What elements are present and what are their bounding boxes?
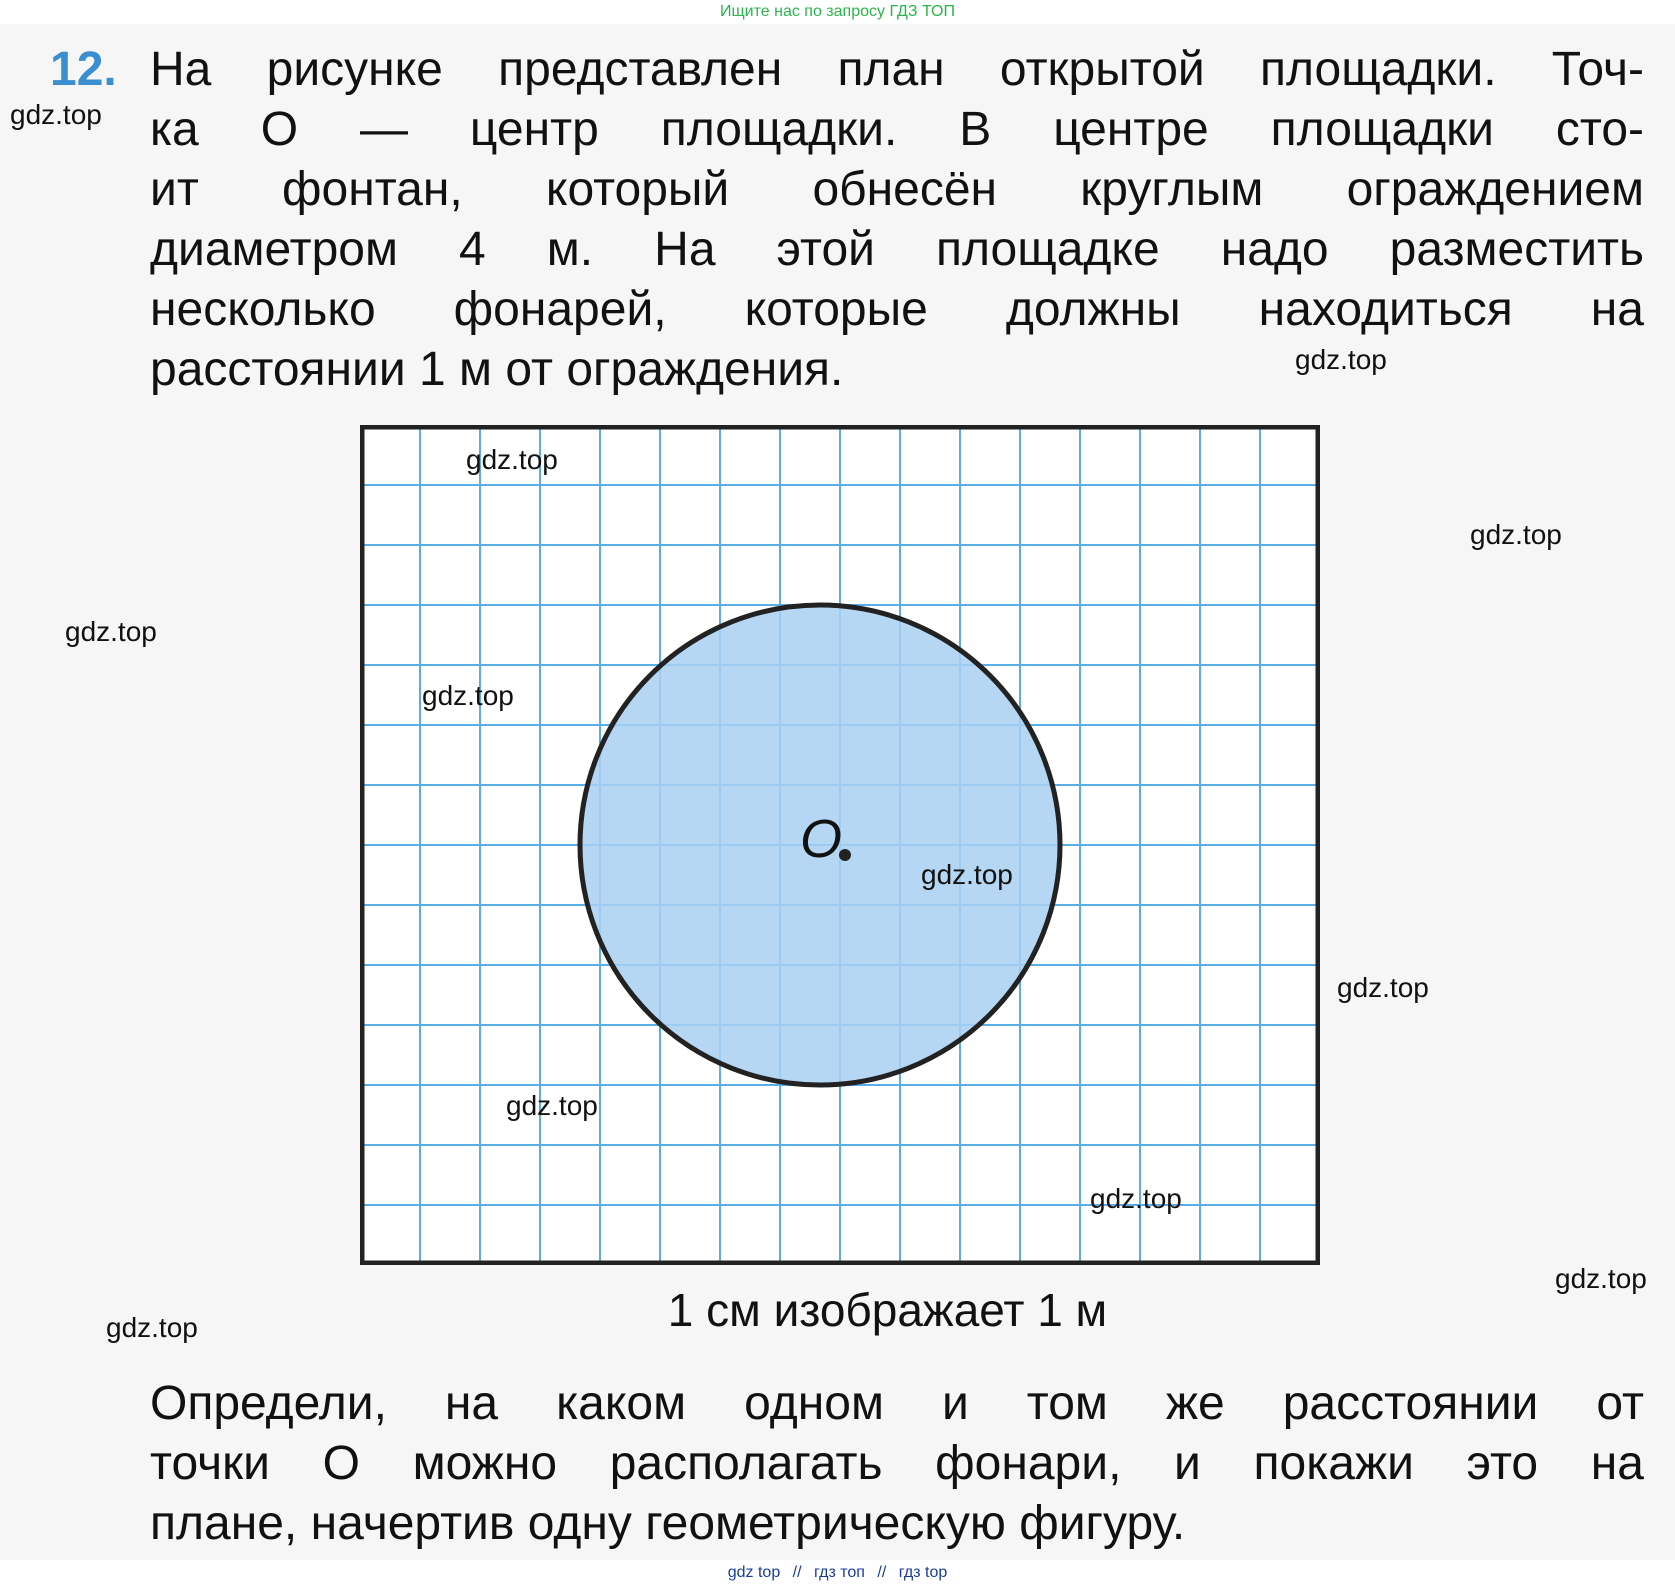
intro-line: расстоянии 1 м от ограждения. [150,343,844,396]
watermark: gdz.top [10,99,102,130]
watermark: gdz.top [1295,344,1387,375]
task-question [150,1374,1644,1554]
question-line: точки О можно располагать фонари, и покажи это на [150,1437,1644,1490]
watermark: gdz.top [1090,1183,1182,1214]
watermark: gdz.top [1337,972,1429,1003]
watermark: gdz.top [466,444,558,475]
bottom-banner [0,1560,1675,1586]
bottom-link[interactable]: gdz top [727,1564,781,1581]
center-label: O [800,809,843,869]
bottom-separator: // [877,1564,887,1581]
intro-line: несколько фонарей, которые должны находиться на [150,283,1644,336]
task-number: 12. [50,43,117,96]
watermark: gdz.top [506,1090,598,1121]
intro-line: диаметром 4 м. На этой площадке надо разместить [150,223,1644,276]
watermark: gdz.top [422,680,514,711]
watermark: gdz.top [1470,519,1562,550]
site-plan [360,425,1320,1265]
task-intro [150,40,1644,400]
watermark: gdz.top [106,1312,198,1343]
bottom-link[interactable]: гдз top [898,1564,948,1581]
watermark: gdz.top [1555,1263,1647,1294]
intro-line: На рисунке представлен план открытой площадки. Точ- [150,43,1644,96]
watermark: gdz.top [65,616,157,647]
top-banner[interactable]: Ищите нас по запросу ГДЗ ТОП [0,0,1675,24]
intro-line: ка О — центр площадки. В центре площадки сто- [150,103,1644,156]
watermark: gdz.top [921,859,1013,890]
question-line: Определи, на каком одном и том же расстоянии от [150,1377,1644,1430]
question-line: плане, начертив одну геометрическую фигуру. [150,1497,1186,1550]
scale-caption: 1 см изображает 1 м [667,1284,1108,1336]
bottom-link[interactable]: гдз топ [814,1564,865,1581]
bottom-separator: // [792,1564,802,1581]
intro-line: ит фонтан, который обнесён круглым ограждением [150,163,1644,216]
